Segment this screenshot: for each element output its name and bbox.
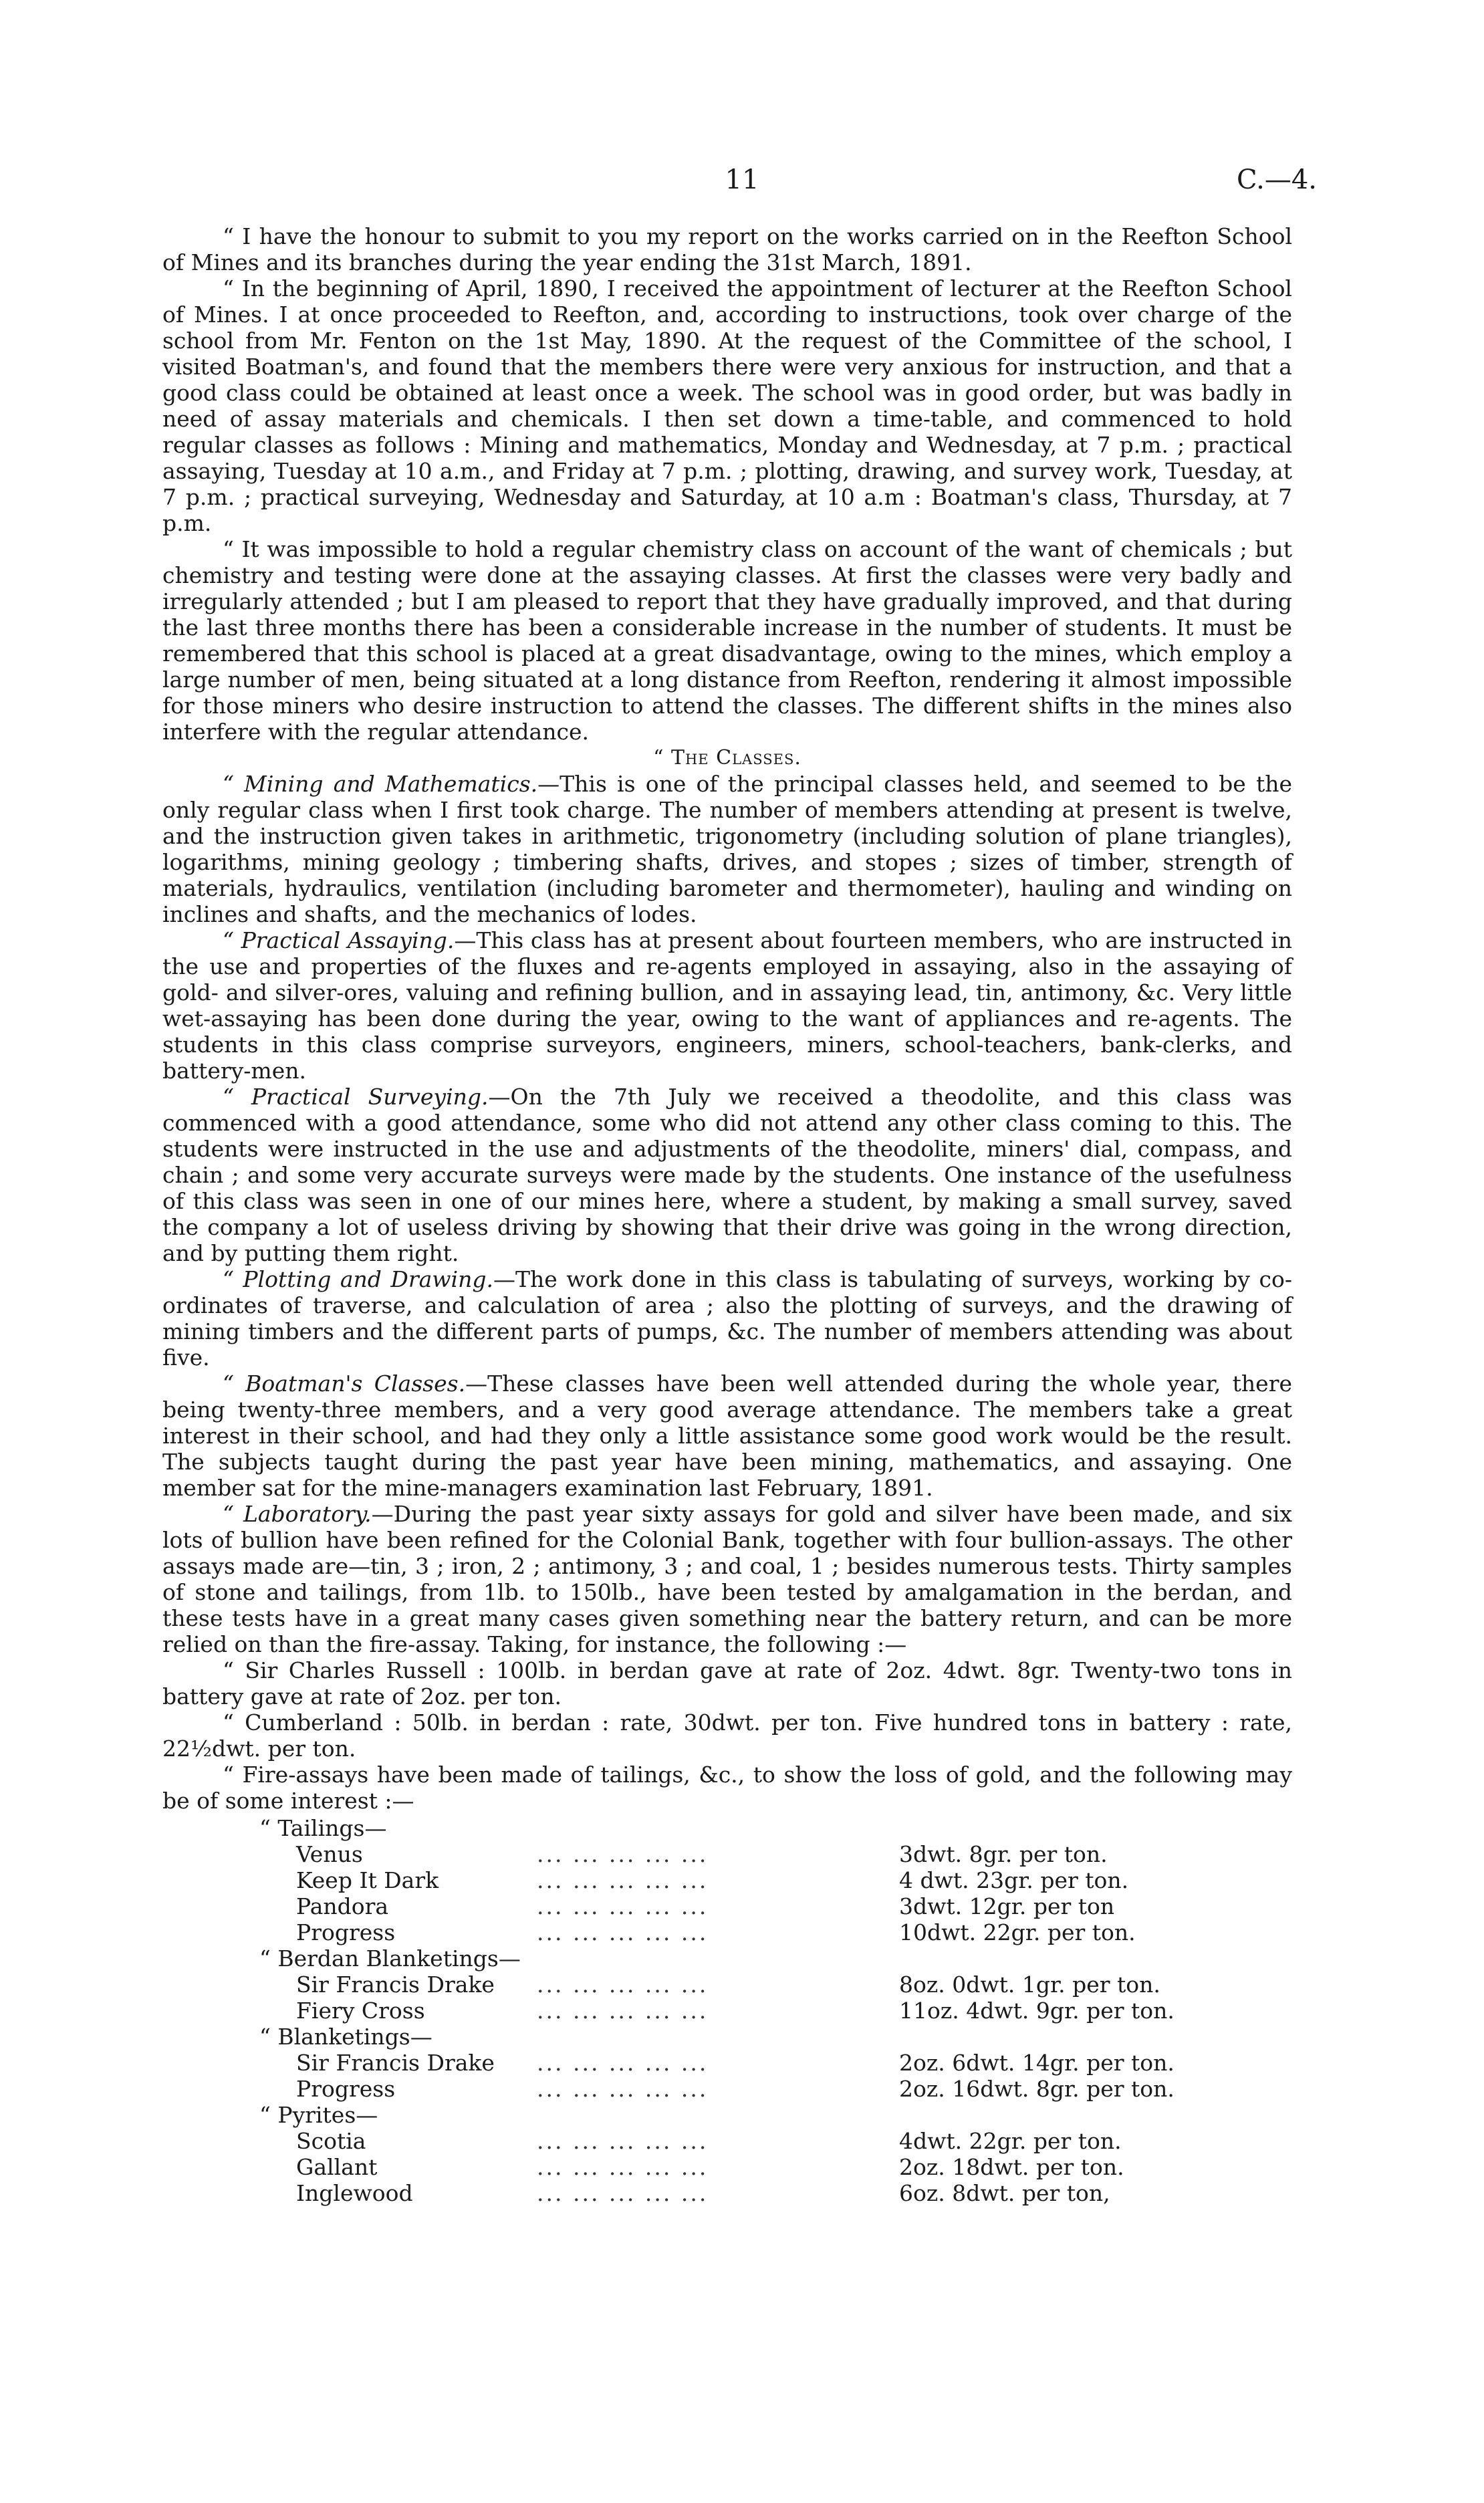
list-item [162,2154,1292,2180]
list-group-label: “ Berdan Blanketings— [259,1945,521,1972]
list-item-value: 3dwt. 12gr. per ton [899,1893,1115,1919]
assaying-title: “ Practical Assaying. [223,927,455,953]
leader-dots: ... ... ... ... ... [537,2050,709,2076]
list-item-value: 3dwt. 8gr. per ton. [899,1841,1108,1867]
list-item [162,1919,1292,1945]
laboratory-text: —During the past year sixty assays for gold and silver have been made, and six lots of bullion have been refined for the Colonial Bank, together with four bullion-assays. The other assays made are—tin, 3 ; iron, 2 ; antimony, 3 ; and coal, 1 ; besides numerous tests. Thirty samples of stone and tailings, from 1lb. to 150lb., have been tested by amalgamation in the berdan, and these tests have in a great many cases given something near the battery return, and can be more relied on than the fire-assay. Taking, for instance, the following :— [162,1501,1293,1657]
list-item [162,2180,1292,2206]
paragraph-intro: “ I have the honour to submit to you my report on the works carried on in the Reefton School of Mines and its branches during the year ending the 31st March, 1891. [162,223,1292,275]
list-item [162,1972,1292,1998]
leader-dots: ... ... ... ... ... [537,1998,709,2024]
leader-dots: ... ... ... ... ... [537,2154,709,2180]
leader-dots: ... ... ... ... ... [537,1867,709,1893]
list-item-value: 2oz. 16dwt. 8gr. per ton. [899,2076,1174,2102]
plotting-text: —The work done in this class is tabulating of surveys, working by co-ordinates of traverse, and calculation of area ; also the plotting of surveys, and the drawing of mining timbers and the different parts of pumps, &c. The number of members attending was about five. [162,1266,1292,1370]
list-item-value: 10dwt. 22gr. per ton. [899,1919,1136,1945]
list-group-label: “ Blanketings— [259,2024,432,2050]
paragraph-attendance: “ It was impossible to hold a regular chemistry class on account of the want of chemicals ; but chemistry and testing were done at the assaying classes. At first the classes were very badly and irregularly attended ; but I am pleased to report that they have gradually improved, and that during the last three months there has been a considerable increase in the number of students. It must be remembered that this school is placed at a great disadvantage, owing to the mines, which employ a large number of men, being situated at a long distance from Reefton, rendering it almost impossible for those miners who desire instruction to attend the classes. The different shifts in the mines also interfere with the regular attendance. [162,536,1292,745]
paragraph-boatman [162,1370,1292,1501]
list-item [162,2076,1292,2102]
leader-dots: ... ... ... ... ... [537,1919,709,1945]
paragraph-russell: “ Sir Charles Russell : 100lb. in berdan gave at rate of 2oz. 4dwt. 8gr. Twenty-two tons in battery gave at rate of 2oz. per ton. [162,1657,1292,1709]
list-item-value: 2oz. 6dwt. 14gr. per ton. [899,2050,1174,2076]
report-body [162,223,1292,2206]
list-item [162,1841,1292,1867]
list-item-name: Keep It Dark [296,1867,439,1893]
leader-dots: ... ... ... ... ... [537,2128,709,2154]
mining-title: “ Mining and Mathematics. [223,771,538,797]
paragraph-appointment: “ In the beginning of April, 1890, I received the appointment of lecturer at the Reefton School of Mines. I at once proceeded to Reefton, and, according to instructions, took over charge of the school from Mr. Fenton on the 1st May, 1890. At the request of the Committee of the school, I visited Boatman's, and found that the members there were very anxious for instruction, and that a good class could be obtained at least once a week. The school was in good order, but was badly in need of assay materials and chemicals. I then set down a time-table, and commenced to hold regular classes as follows : Mining and mathematics, Monday and Wednesday, at 7 p.m. ; practical assaying, Tuesday at 10 a.m., and Friday at 7 p.m. ; plotting, drawing, and survey work, Tuesday, at 7 p.m. ; practical surveying, Wednesday and Saturday, at 10 a.m : Boatman's class, Thursday, at 7 p.m. [162,275,1292,536]
list-item-name: Fiery Cross [296,1998,425,2024]
list-item-name: Venus [296,1841,363,1867]
list-item-name: Scotia [296,2128,366,2154]
assaying-text: —This class has at present about fourteen members, who are instructed in the use and properties of the fluxes and re-agents employed in assaying, also in the assaying of gold- and silver-ores, valuing and refining bullion, and in assaying lead, tin, antimony, &c. Very little wet-assaying has been done during the year, owing to the want of appliances and re-agents. The students in this class comprise surveyors, engineers, miners, school-teachers, bank-clerks, and battery-men. [162,927,1293,1084]
list-item-name: Progress [296,2076,396,2102]
page-number: 11 [725,164,759,195]
list-item-name: Gallant [296,2154,378,2180]
paragraph-surveying [162,1084,1292,1266]
leader-dots: ... ... ... ... ... [537,1841,709,1867]
boatman-title: “ Boatman's Classes. [223,1370,466,1397]
paragraph-fire-assays: “ Fire-assays have been made of tailings, &c., to show the loss of gold, and the following may be of some interest :— [162,1762,1292,1814]
list-item [162,1998,1292,2024]
list-item [162,2050,1292,2076]
paragraph-plotting [162,1266,1292,1370]
list-item-value: 2oz. 18dwt. per ton. [899,2154,1124,2180]
paragraph-cumberland: “ Cumberland : 50lb. in berdan : rate, 30dwt. per ton. Five hundred tons in battery : rate, 22½dwt. per ton. [162,1709,1292,1762]
list-item-name: Sir Francis Drake [296,1972,495,1998]
list-item-value: 6oz. 8dwt. per ton, [899,2180,1110,2206]
laboratory-title: “ Laboratory. [223,1501,372,1527]
paragraph-mining [162,771,1292,927]
paragraph-laboratory [162,1501,1292,1657]
list-item-name: Pandora [296,1893,389,1919]
mining-text: —This is one of the principal classes held, and seemed to be the only regular class when I first took charge. The number of members attending at present is twelve, and the instruction given takes in arithmetic, trigonometry (including solution of plane triangles), logarithms, mining geology ; timbering shafts, drives, and stopes ; sizes of timber, strength of materials, hydraulics, ventilation (including barometer and thermometer), hauling and winding on inclines and shafts, and the mechanics of lodes. [162,771,1292,927]
list-item-value: 4dwt. 22gr. per ton. [899,2128,1122,2154]
page-reference: C.—4. [1236,164,1317,195]
leader-dots: ... ... ... ... ... [537,2180,709,2206]
leader-dots: ... ... ... ... ... [537,2076,709,2102]
list-group-label: “ Tailings— [259,1815,387,1841]
page-header [167,164,1317,205]
boatman-text: —These classes have been well attended during the whole year, there being twenty-three members, and a very good average attendance. The members take a great interest in their school, and had they only a little assistance some good work would be the result. The subjects taught during the past year have been mining, mathematics, and assaying. One member sat for the mine-managers examination last February, 1891. [162,1370,1292,1501]
list-item [162,2128,1292,2154]
leader-dots: ... ... ... ... ... [537,1893,709,1919]
list-group-label: “ Pyrites— [259,2102,378,2128]
paragraph-assaying [162,927,1292,1084]
list-item-name: Inglewood [296,2180,413,2206]
list-item [162,1867,1292,1893]
list-item-value: 8oz. 0dwt. 1gr. per ton. [899,1972,1160,1998]
list-item-value: 11oz. 4dwt. 9gr. per ton. [899,1998,1174,2024]
list-item [162,1893,1292,1919]
list-item-value: 4 dwt. 23gr. per ton. [899,1867,1129,1893]
surveying-text: —On the 7th July we received a theodolite, and this class was commenced with a good attendance, some who did not attend any other class coming to this. The students were instructed in the use and adjustments of the theodolite, miners' dial, compass, and chain ; and some very accurate surveys were made by the students. One instance of the usefulness of this class was seen in one of our mines here, where a student, by making a small survey, saved the company a lot of useless driving by showing that their drive was going in the wrong direction, and by putting them right. [162,1084,1292,1266]
leader-dots: ... ... ... ... ... [537,1972,709,1998]
classes-heading: “ The Classes. [653,746,801,769]
list-item-name: Sir Francis Drake [296,2050,495,2076]
list-item-name: Progress [296,1919,396,1945]
plotting-title: “ Plotting and Drawing. [223,1266,493,1292]
assay-list [162,1815,1292,2206]
surveying-title: “ Practical Surveying. [223,1084,489,1110]
